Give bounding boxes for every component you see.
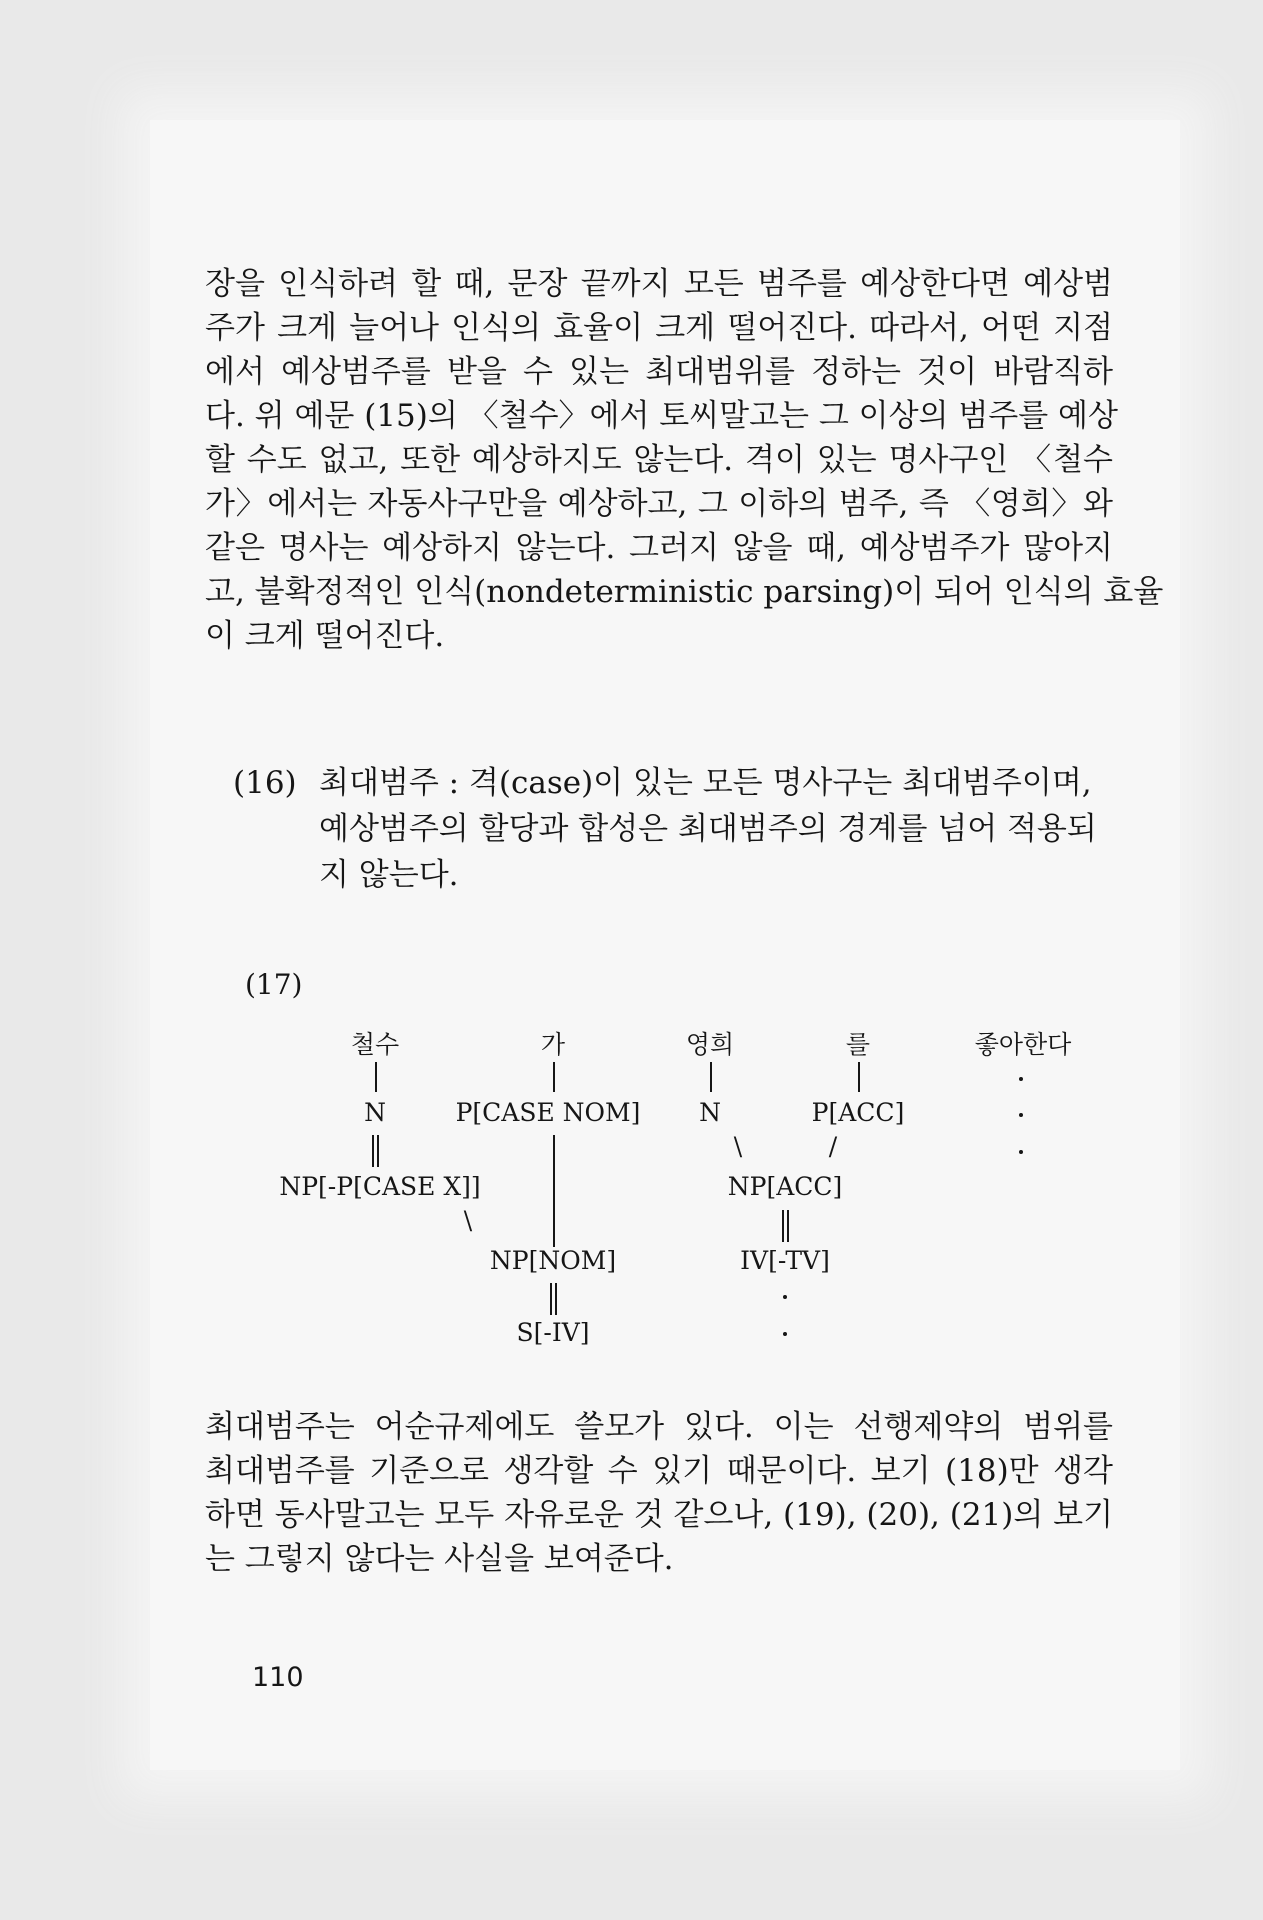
tree-edge bbox=[553, 1062, 555, 1092]
tree-word: 영희 bbox=[685, 1030, 735, 1059]
tree-dot bbox=[1019, 1113, 1023, 1117]
text-line: 할 수도 없고, 또한 예상하지도 않는다. 격이 있는 명사구인 〈철수 bbox=[205, 442, 1113, 478]
text-line: 같은 명사는 예상하지 않는다. 그러지 않을 때, 예상범주가 많아지 bbox=[205, 530, 1113, 566]
tree-edge bbox=[553, 1135, 555, 1247]
tree-dot bbox=[1019, 1077, 1023, 1081]
tree-edge bbox=[710, 1062, 712, 1092]
tree-node: NP[NOM] bbox=[489, 1246, 617, 1275]
tree-node: P[CASE NOM] bbox=[455, 1098, 641, 1127]
text-line: 장을 인식하려 할 때, 문장 끝까지 모든 범주를 예상한다면 예상범 bbox=[205, 266, 1113, 302]
text-line: 하면 동사말고는 모두 자유로운 것 같으나, (19), (20), (21)의 보기 bbox=[205, 1497, 1114, 1533]
tree-edge bbox=[858, 1062, 860, 1092]
tree-node: NP[-P[CASE X]] bbox=[279, 1172, 481, 1201]
tree-word: 좋아한다 bbox=[974, 1030, 1072, 1059]
text-line: 이 크게 떨어진다. bbox=[205, 618, 445, 654]
text-line: 최대범주는 어순규제에도 쓸모가 있다. 이는 선행제약의 범위를 bbox=[205, 1409, 1113, 1445]
tree-node: P[ACC] bbox=[811, 1098, 905, 1127]
tree-word: 철수 bbox=[350, 1030, 400, 1059]
example-line: 최대범주 : 격(case)이 있는 모든 명사구는 최대범주이며, bbox=[319, 765, 1092, 801]
text-line: 최대범주를 기준으로 생각할 수 있기 때문이다. 보기 (18)만 생각 bbox=[205, 1453, 1113, 1489]
example-number: (16) bbox=[233, 765, 297, 801]
example-line: 예상범주의 할당과 합성은 최대범주의 경계를 넘어 적용되 bbox=[319, 811, 1097, 847]
example-number: (17) bbox=[245, 968, 303, 1001]
tree-edge bbox=[372, 1135, 374, 1167]
tree-edge bbox=[550, 1283, 552, 1315]
text-line: 고, 불확정적인 인식(nondeterministic parsing)이 되어 인식의 효율 bbox=[205, 574, 1164, 610]
tree-edge bbox=[787, 1210, 789, 1242]
example-line: 지 않는다. bbox=[319, 857, 459, 893]
tree-node: IV[-TV] bbox=[740, 1246, 830, 1275]
tree-word: 를 bbox=[845, 1030, 871, 1059]
tree-node: S[-IV] bbox=[516, 1318, 590, 1347]
tree-edge: \ bbox=[733, 1132, 743, 1161]
tree-word: 가 bbox=[540, 1030, 566, 1059]
page-number: 110 bbox=[252, 1662, 304, 1693]
tree-node: NP[ACC] bbox=[727, 1172, 843, 1201]
tree-edge bbox=[782, 1210, 784, 1242]
text-line: 주가 크게 늘어나 인식의 효율이 크게 떨어진다. 따라서, 어떤 지점 bbox=[205, 310, 1113, 346]
tree-node: N bbox=[364, 1098, 386, 1127]
tree-dot bbox=[1019, 1150, 1023, 1154]
text-line: 가〉에서는 자동사구만을 예상하고, 그 이하의 범주, 즉 〈영희〉와 bbox=[205, 486, 1113, 522]
tree-edge: \ bbox=[463, 1206, 473, 1235]
paragraph-2 bbox=[205, 1405, 1113, 1581]
text-line: 는 그렇지 않다는 사실을 보여준다. bbox=[205, 1541, 674, 1577]
tree-dot bbox=[783, 1332, 787, 1336]
tree-edge bbox=[377, 1135, 379, 1167]
text-line: 에서 예상범주를 받을 수 있는 최대범위를 정하는 것이 바람직하 bbox=[205, 354, 1113, 390]
text-line: 다. 위 예문 (15)의 〈철수〉에서 토씨말고는 그 이상의 범주를 예상 bbox=[205, 398, 1118, 434]
tree-node: N bbox=[699, 1098, 721, 1127]
tree-edge bbox=[375, 1062, 377, 1092]
tree-dot bbox=[783, 1295, 787, 1299]
tree-edge: / bbox=[828, 1132, 838, 1161]
tree-edge bbox=[555, 1283, 557, 1315]
